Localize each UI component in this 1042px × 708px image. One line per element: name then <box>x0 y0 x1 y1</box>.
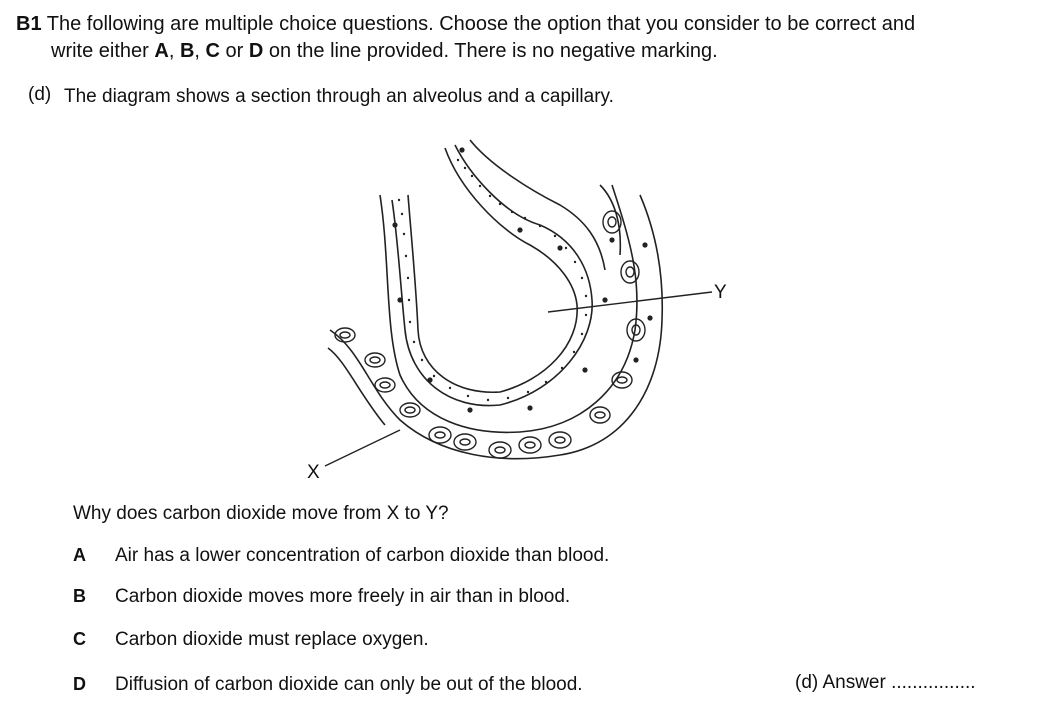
label-line-y <box>548 292 712 312</box>
capillary-inner-wall <box>380 185 637 432</box>
label-x: X <box>307 462 320 483</box>
option-c-text: Carbon dioxide must replace oxygen. <box>115 629 429 650</box>
option-b[interactable] <box>73 584 570 609</box>
answer-line[interactable]: ................ <box>891 672 976 693</box>
or-word: or <box>219 40 249 62</box>
option-a-letter: A <box>73 545 86 565</box>
option-b-text: Carbon dioxide moves more freely in air than in blood. <box>115 586 571 607</box>
question-stem: The diagram shows a section through an alveolus and a capillary. <box>64 86 614 107</box>
question-prompt: Why does carbon dioxide move from X to Y? <box>73 503 449 524</box>
answer-label <box>795 672 976 694</box>
option-a-text: Air has a lower concentration of carbon dioxide than blood. <box>115 545 610 566</box>
instructions-text-1: The following are multiple choice questions. Choose the option that you consider to be correct and <box>46 13 916 35</box>
label-line-x <box>325 430 400 466</box>
capillary-edge <box>328 348 385 425</box>
option-d-text: Diffusion of carbon dioxide can only be out of the blood. <box>115 674 583 695</box>
question-number: B1 <box>16 13 42 35</box>
option-letter-a-inline: A <box>154 40 169 62</box>
label-y: Y <box>714 282 727 303</box>
option-letter-b-inline: B <box>179 40 195 62</box>
option-c-letter: C <box>73 629 86 649</box>
instructions-text-2a: write either <box>51 40 155 62</box>
option-d[interactable] <box>73 672 583 697</box>
alveolus-inner-wall <box>392 145 592 406</box>
comma-1: , <box>168 40 180 62</box>
option-c[interactable] <box>73 627 429 652</box>
instructions-text-2b: on the line provided. There is no negative marking. <box>263 40 718 62</box>
question-part-label: (d) <box>28 84 52 105</box>
alveolus-epithelium <box>408 148 577 392</box>
option-d-letter: D <box>73 674 86 694</box>
option-letter-c-inline: C <box>205 40 220 62</box>
option-a[interactable] <box>73 543 609 568</box>
option-letter-d-inline: D <box>248 40 264 62</box>
answer-label-text: (d) Answer <box>795 672 886 693</box>
comma-2: , <box>194 40 206 62</box>
option-b-letter: B <box>73 586 86 606</box>
